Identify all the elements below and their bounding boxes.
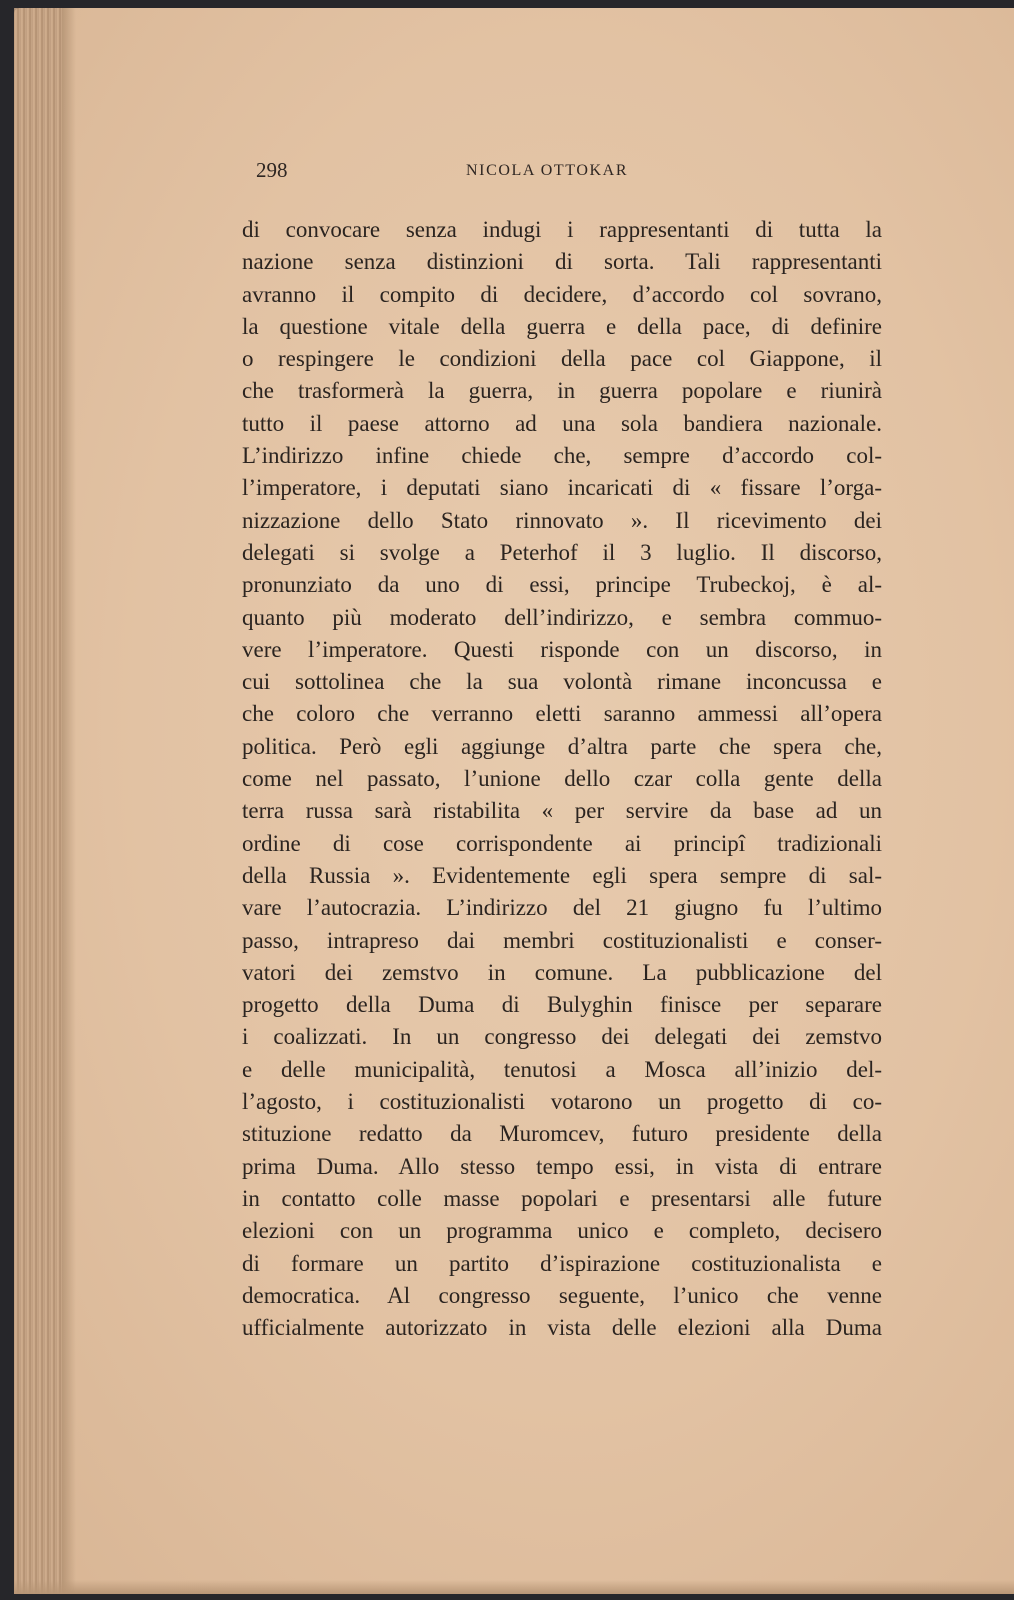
text-line: vere l’imperatore. Questi risponde con un discorso, in bbox=[242, 636, 882, 662]
text-line: progetto della Duma di Bulyghin finisce per separare bbox=[242, 992, 882, 1018]
text-line: l’imperatore, i deputati siano incaricati di « fissare l’orga- bbox=[242, 475, 882, 501]
text-line: terra russa sarà ristabilita « per servire da base ad un bbox=[242, 798, 882, 824]
text-line: prima Duma. Allo stesso tempo essi, in vista di entrare bbox=[242, 1153, 882, 1179]
text-line: avranno il compito di decidere, d’accordo col sovrano, bbox=[242, 281, 882, 307]
text-line: in contatto colle masse popolari e presentarsi alle future bbox=[242, 1185, 882, 1211]
text-line: di formare un partito d’ispirazione costituzionalista e bbox=[242, 1250, 882, 1276]
text-line: vatori dei zemstvo in comune. La pubblicazione del bbox=[242, 959, 882, 985]
running-title: NICOLA OTTOKAR bbox=[466, 162, 629, 179]
text-line: cui sottolinea che la sua volontà rimane inconcussa e bbox=[242, 669, 882, 695]
text-line: nazione senza distinzioni di sorta. Tali rappresentanti bbox=[242, 249, 882, 275]
text-line: politica. Però egli aggiunge d’altra parte che spera che, bbox=[242, 733, 882, 759]
page-edge-stack bbox=[14, 8, 62, 1594]
text-line: L’indirizzo infine chiede che, sempre d’accordo col- bbox=[242, 443, 882, 469]
text-line: come nel passato, l’unione dello czar colla gente della bbox=[242, 766, 882, 792]
text-line: di convocare senza indugi i rappresentanti di tutta la bbox=[242, 217, 882, 242]
gutter-shadow bbox=[62, 8, 76, 1594]
text-line: ufficialmente autorizzato in vista delle elezioni alla Duma bbox=[242, 1315, 882, 1341]
text-line: nizzazione dello Stato rinnovato ». Il ricevimento dei bbox=[242, 507, 882, 533]
text-line: della Russia ». Evidentemente egli spera sempre di sal- bbox=[242, 862, 882, 888]
bottom-page-edge bbox=[14, 1580, 1014, 1594]
text-line: stituzione redatto da Muromcev, futuro presidente della bbox=[242, 1121, 882, 1147]
text-line: la questione vitale della guerra e della pace, di definire bbox=[242, 313, 882, 339]
text-line: tutto il paese attorno ad una sola bandiera nazionale. bbox=[242, 410, 882, 436]
text-line: quanto più moderato dell’indirizzo, e sembra commuo- bbox=[242, 604, 882, 630]
text-line: ordine di cose corrispondente ai principî tradizionali bbox=[242, 830, 882, 856]
text-line: pronunziato da uno di essi, principe Trubeckoj, è al- bbox=[242, 572, 882, 598]
text-line: e delle municipalità, tenutosi a Mosca all’inizio del- bbox=[242, 1056, 882, 1082]
text-line: che trasformerà la guerra, in guerra popolare e riunirà bbox=[242, 378, 882, 404]
text-line: l’agosto, i costituzionalisti votarono un progetto di co- bbox=[242, 1089, 882, 1115]
text-line: elezioni con un programma unico e completo, decisero bbox=[242, 1218, 882, 1244]
text-line: passo, intrapreso dai membri costituzionalisti e conser- bbox=[242, 927, 882, 953]
text-line: democratica. Al congresso seguente, l’unico che venne bbox=[242, 1282, 882, 1308]
running-head bbox=[256, 158, 876, 188]
text-line: che coloro che verranno eletti saranno ammessi all’opera bbox=[242, 701, 882, 727]
text-line: vare l’autocrazia. L’indirizzo del 21 giugno fu l’ultimo bbox=[242, 895, 882, 921]
text-line: i coalizzati. In un congresso dei delegati dei zemstvo bbox=[242, 1024, 882, 1050]
body-text bbox=[242, 214, 882, 1344]
page-number: 298 bbox=[256, 158, 288, 182]
text-line: delegati si svolge a Peterhof il 3 luglio. Il discorso, bbox=[242, 539, 882, 565]
text-line: o respingere le condizioni della pace col Giappone, il bbox=[242, 346, 882, 372]
